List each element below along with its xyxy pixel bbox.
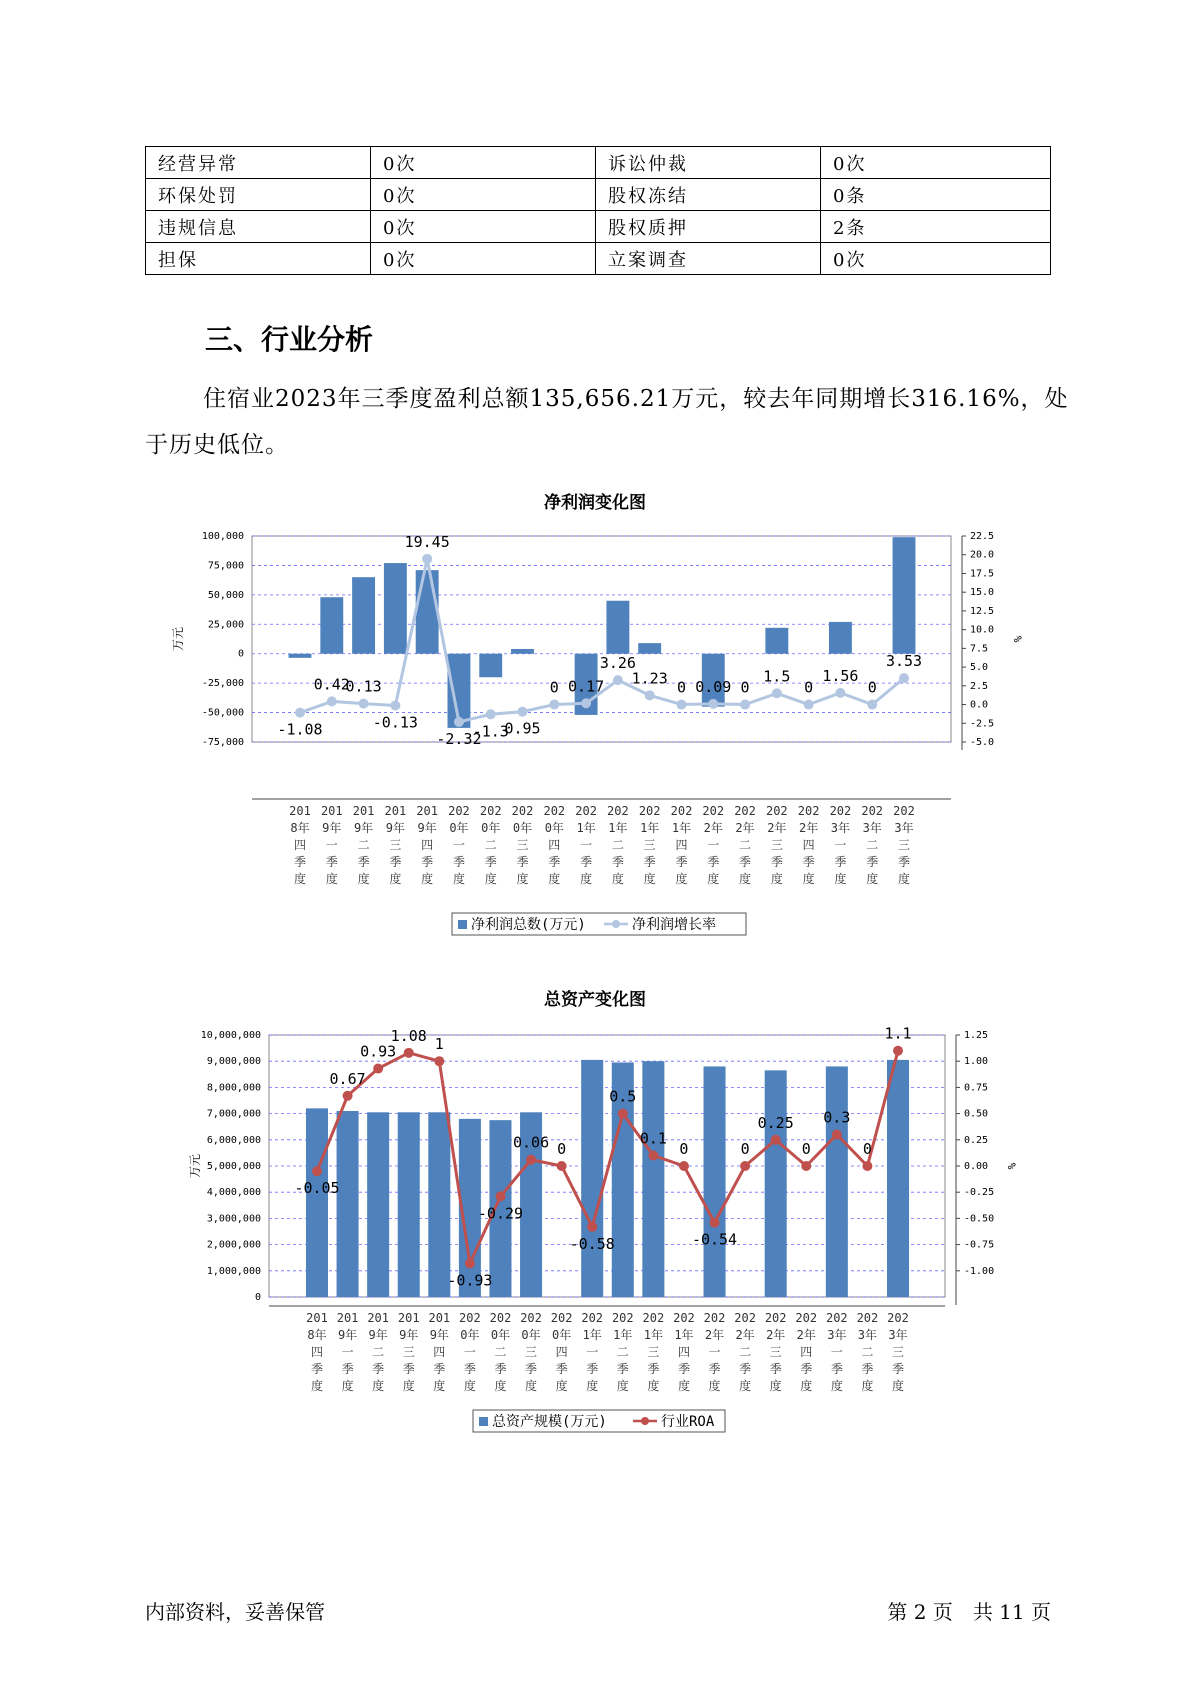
section-title: 三、行业分析 xyxy=(205,323,374,356)
x-tick-label: 202 2年三季度 xyxy=(764,1311,787,1393)
bar xyxy=(367,1112,389,1297)
bar xyxy=(320,597,343,654)
line-point xyxy=(312,1166,322,1176)
data-label: 0 xyxy=(867,678,877,697)
total-assets-chart xyxy=(0,975,1191,1445)
y-axis-label: 万元 xyxy=(171,626,185,652)
data-label: 0.67 xyxy=(329,1069,366,1088)
y2-tick-label: 7.5 xyxy=(970,643,989,655)
legend-label: 净利润总数(万元) xyxy=(471,917,586,933)
y-tick-label: 75,000 xyxy=(207,560,244,572)
legend-bar-swatch xyxy=(479,1417,488,1426)
line-point xyxy=(518,707,528,717)
line-point xyxy=(581,698,591,708)
y-tick-label: 50,000 xyxy=(207,589,244,601)
data-label: -0.29 xyxy=(477,1204,524,1223)
line-point xyxy=(587,1222,597,1232)
data-label: 0.17 xyxy=(568,677,605,696)
data-label: 1.56 xyxy=(822,666,859,685)
line-point xyxy=(454,717,464,727)
y-tick-label: 0 xyxy=(254,1292,261,1303)
bar xyxy=(511,649,534,654)
y-tick-label: 25,000 xyxy=(207,619,244,631)
line-point xyxy=(832,1130,842,1140)
x-tick-label: 201 9年一季度 xyxy=(320,804,343,886)
x-tick-label: 201 9年二季度 xyxy=(367,1311,390,1393)
x-tick-label: 202 0年一季度 xyxy=(448,804,470,886)
y2-tick-label: 10.0 xyxy=(970,624,995,636)
table-cell: 0次 xyxy=(371,211,596,243)
y-tick-label: 5,000,000 xyxy=(206,1161,261,1172)
x-tick-label: 202 0年三季度 xyxy=(511,804,534,886)
y2-tick-label: 12.5 xyxy=(970,605,995,617)
data-label: -0.93 xyxy=(447,1271,493,1290)
line-point xyxy=(740,1161,750,1171)
x-tick-label: 201 9年四季度 xyxy=(428,1311,451,1393)
x-tick-label: 201 9年三季度 xyxy=(384,804,407,886)
line-point xyxy=(495,1191,505,1201)
line-point xyxy=(404,1048,414,1058)
y2-axis-label: % xyxy=(1011,635,1024,643)
x-tick-label: 202 2年三季度 xyxy=(765,804,788,886)
x-tick-label: 202 2年一季度 xyxy=(703,1311,726,1393)
x-tick-label: 202 1年一季度 xyxy=(581,1311,604,1393)
y2-tick-label: 5.0 xyxy=(970,662,989,674)
data-label: 19.45 xyxy=(404,532,450,551)
y2-tick-label: 0.75 xyxy=(964,1082,989,1094)
y-tick-label: -75,000 xyxy=(201,737,244,748)
x-tick-label: 202 1年二季度 xyxy=(607,804,629,886)
data-label: 3.26 xyxy=(599,654,636,673)
chart-title: 净利润变化图 xyxy=(544,493,646,513)
data-label: 0 xyxy=(676,678,686,697)
data-label: 1.23 xyxy=(631,669,668,688)
y2-tick-label: 0.0 xyxy=(970,699,989,711)
data-label: -1.3 xyxy=(472,722,509,741)
x-tick-label: 201 8年四季度 xyxy=(289,804,311,886)
y2-tick-label: 0.25 xyxy=(964,1134,989,1146)
data-label: 0.1 xyxy=(639,1129,667,1148)
x-tick-label: 201 9年一季度 xyxy=(336,1311,359,1393)
footer-confidential: 内部资料，妥善保管 xyxy=(145,1600,325,1624)
line-point xyxy=(390,701,400,711)
legend-marker xyxy=(612,920,620,928)
table-row xyxy=(146,147,1051,179)
footer-page-number: 第 2 页 共 11 页 xyxy=(887,1600,1051,1624)
table-cell: 担保 xyxy=(146,243,371,275)
bar xyxy=(893,537,916,654)
x-tick-label: 202 3年二季度 xyxy=(861,804,884,886)
bar xyxy=(887,1060,909,1297)
line-point xyxy=(359,699,369,709)
line-point xyxy=(343,1091,353,1101)
line-point xyxy=(835,688,845,698)
y2-tick-label: 1.25 xyxy=(964,1030,989,1041)
data-label: 0 xyxy=(862,1140,872,1158)
line-point xyxy=(893,1046,903,1056)
bar xyxy=(398,1112,420,1297)
line-point xyxy=(771,1135,781,1145)
table-row xyxy=(146,179,1051,211)
table-cell: 股权质押 xyxy=(596,211,821,243)
legend-label: 行业ROA xyxy=(661,1414,715,1430)
line-point xyxy=(486,709,496,719)
line-point xyxy=(613,675,623,685)
table-cell: 0次 xyxy=(371,147,596,179)
x-tick-label: 202 1年三季度 xyxy=(638,804,661,886)
data-label: 3.53 xyxy=(885,652,923,671)
y-tick-label: 0 xyxy=(237,648,244,660)
table-cell: 2条 xyxy=(821,211,1051,243)
x-tick-label: 202 0年二季度 xyxy=(489,1311,512,1393)
bar xyxy=(704,1066,726,1297)
x-tick-label: 202 0年四季度 xyxy=(543,804,566,886)
data-label: 0.3 xyxy=(823,1108,851,1127)
data-label: 0 xyxy=(557,1140,567,1158)
x-tick-label: 202 0年四季度 xyxy=(550,1311,573,1393)
x-tick-label: 202 2年四季度 xyxy=(797,804,820,886)
line-point xyxy=(648,1151,658,1161)
y2-tick-label: 15.0 xyxy=(970,587,995,599)
data-label: 0 xyxy=(801,1140,811,1158)
bar xyxy=(765,628,788,654)
bar xyxy=(384,563,407,654)
table-cell: 经营异常 xyxy=(146,147,371,179)
table-row xyxy=(146,243,1051,275)
table-cell: 0次 xyxy=(821,243,1051,275)
y2-tick-label: -2.5 xyxy=(970,718,995,730)
bar xyxy=(352,577,375,654)
legend-bar-swatch xyxy=(458,920,467,929)
line-point xyxy=(899,673,909,683)
line-point xyxy=(295,708,305,718)
x-tick-label: 201 9年二季度 xyxy=(352,804,375,886)
data-label: 1.5 xyxy=(763,667,791,686)
data-label: 0.95 xyxy=(504,719,541,738)
y-tick-label: 1,000,000 xyxy=(206,1265,261,1277)
y-tick-label: -50,000 xyxy=(201,707,244,719)
bar xyxy=(428,1112,450,1297)
risk-info-table xyxy=(145,146,1051,275)
data-label: 0.93 xyxy=(360,1042,397,1061)
x-tick-label: 202 2年四季度 xyxy=(795,1311,818,1393)
data-label: 0.42 xyxy=(313,675,350,694)
table-cell: 违规信息 xyxy=(146,211,371,243)
x-tick-label: 202 3年二季度 xyxy=(856,1311,879,1393)
bar xyxy=(337,1111,359,1297)
data-label: -2.32 xyxy=(436,729,482,748)
data-label: -1.08 xyxy=(277,720,323,739)
table-cell: 0次 xyxy=(371,243,596,275)
table-cell: 0次 xyxy=(821,147,1051,179)
line-point xyxy=(679,1161,689,1171)
x-tick-label: 202 2年二季度 xyxy=(734,804,756,886)
line-point xyxy=(549,700,559,710)
line-point xyxy=(862,1161,872,1171)
y-tick-label: 10,000,000 xyxy=(200,1030,261,1041)
table-cell: 诉讼仲裁 xyxy=(596,147,821,179)
x-tick-label: 202 0年二季度 xyxy=(479,804,502,886)
table-cell: 环保处罚 xyxy=(146,179,371,211)
chart-legend xyxy=(473,1410,725,1432)
x-tick-label: 202 3年三季度 xyxy=(887,1311,909,1393)
legend-label: 总资产规模(万元) xyxy=(492,1414,607,1430)
y2-tick-label: 22.5 xyxy=(970,531,995,542)
x-tick-label: 202 3年三季度 xyxy=(893,804,915,886)
line-point xyxy=(373,1064,383,1074)
line-point xyxy=(526,1155,536,1165)
data-label: -0.54 xyxy=(691,1230,738,1249)
y-tick-label: 100,000 xyxy=(201,531,244,542)
data-label: 0 xyxy=(740,1140,750,1158)
y2-tick-label: 2.5 xyxy=(970,680,989,692)
x-tick-label: 202 1年四季度 xyxy=(670,804,693,886)
y-tick-label: 6,000,000 xyxy=(206,1134,261,1146)
x-tick-label: 202 1年四季度 xyxy=(673,1311,695,1393)
chart-title: 总资产变化图 xyxy=(544,990,646,1010)
bar xyxy=(638,643,661,654)
bar xyxy=(416,570,439,654)
bar xyxy=(581,1060,603,1297)
bar xyxy=(306,1108,328,1297)
y-tick-label: 2,000,000 xyxy=(206,1239,261,1251)
line-point xyxy=(465,1258,475,1268)
x-tick-label: 201 9年三季度 xyxy=(397,1311,420,1393)
y2-tick-label: 0.50 xyxy=(964,1108,989,1120)
net-profit-chart xyxy=(0,480,1191,950)
y2-tick-label: 20.0 xyxy=(970,549,995,561)
line-point xyxy=(710,1218,720,1228)
line-point xyxy=(867,700,877,710)
y-axis-label: 万元 xyxy=(188,1153,202,1179)
x-tick-label: 202 2年一季度 xyxy=(702,804,725,886)
line-point xyxy=(557,1161,567,1171)
table-cell: 股权冻结 xyxy=(596,179,821,211)
x-tick-label: 202 0年一季度 xyxy=(459,1311,481,1393)
y2-axis-label: % xyxy=(1005,1162,1018,1170)
y-tick-label: 7,000,000 xyxy=(206,1108,261,1120)
x-tick-label: 202 1年三季度 xyxy=(642,1311,665,1393)
x-tick-label: 201 8年四季度 xyxy=(306,1311,328,1393)
y-tick-label: 8,000,000 xyxy=(206,1082,261,1094)
data-label: 0.5 xyxy=(609,1087,637,1106)
data-label: 1 xyxy=(434,1035,444,1054)
line-point xyxy=(801,1161,811,1171)
bar xyxy=(765,1070,787,1297)
data-label: 0 xyxy=(804,678,814,697)
bar xyxy=(826,1066,848,1297)
line-point xyxy=(772,688,782,698)
analysis-paragraph: 住宿业2023年三季度盈利总额135,656.21万元，较去年同期增长316.16%，处于历史低位。 xyxy=(145,386,1069,458)
data-label: -0.05 xyxy=(294,1179,340,1198)
chart-legend xyxy=(452,913,746,935)
x-tick-label: 202 3年一季度 xyxy=(829,804,852,886)
x-tick-label: 202 1年二季度 xyxy=(611,1311,634,1393)
y2-tick-label: 17.5 xyxy=(970,568,995,580)
y2-tick-label: 0.00 xyxy=(964,1161,989,1172)
table-cell: 0条 xyxy=(821,179,1051,211)
y2-tick-label: -0.75 xyxy=(964,1239,995,1251)
bar xyxy=(289,654,312,658)
data-label: 1.1 xyxy=(884,1024,912,1043)
legend-marker xyxy=(641,1417,649,1425)
y-tick-label: -25,000 xyxy=(201,678,244,690)
data-label: 0.13 xyxy=(345,677,382,696)
bar xyxy=(642,1061,664,1297)
y-tick-label: 9,000,000 xyxy=(206,1056,261,1068)
y2-tick-label: -0.25 xyxy=(964,1187,995,1199)
table-cell: 立案调查 xyxy=(596,243,821,275)
data-label: 0 xyxy=(679,1140,689,1158)
y-tick-label: 4,000,000 xyxy=(206,1187,261,1199)
x-tick-label: 202 2年二季度 xyxy=(734,1311,756,1393)
line-point xyxy=(422,554,432,564)
x-tick-label: 201 9年四季度 xyxy=(416,804,439,886)
bar xyxy=(829,622,852,654)
line-point xyxy=(740,700,750,710)
y2-tick-label: -0.50 xyxy=(964,1213,995,1225)
data-label: -0.58 xyxy=(569,1234,615,1253)
legend-label: 净利润增长率 xyxy=(632,917,716,933)
table-cell: 0次 xyxy=(371,179,596,211)
y2-tick-label: -5.0 xyxy=(970,737,995,748)
data-label: 0.09 xyxy=(695,677,732,696)
x-tick-label: 202 0年三季度 xyxy=(520,1311,542,1393)
data-label: 0.06 xyxy=(512,1133,550,1152)
line-point xyxy=(618,1109,628,1119)
data-label: 1.08 xyxy=(390,1026,427,1045)
y2-tick-label: 1.00 xyxy=(964,1056,989,1068)
y-tick-label: 3,000,000 xyxy=(206,1213,261,1225)
line-point xyxy=(327,696,337,706)
line-point xyxy=(645,690,655,700)
line-point xyxy=(804,700,814,710)
y2-tick-label: -1.00 xyxy=(964,1265,995,1277)
bar xyxy=(479,654,502,678)
bar xyxy=(606,601,629,654)
data-label: -0.13 xyxy=(372,713,418,732)
data-label: 0 xyxy=(740,678,750,697)
data-label: 0.25 xyxy=(757,1113,794,1132)
x-tick-label: 202 1年一季度 xyxy=(575,804,597,886)
table-row xyxy=(146,211,1051,243)
line-point xyxy=(708,699,718,709)
x-tick-label: 202 3年一季度 xyxy=(825,1311,848,1393)
line-point xyxy=(434,1056,444,1066)
data-label: 0 xyxy=(549,678,559,697)
line-point xyxy=(676,700,686,710)
